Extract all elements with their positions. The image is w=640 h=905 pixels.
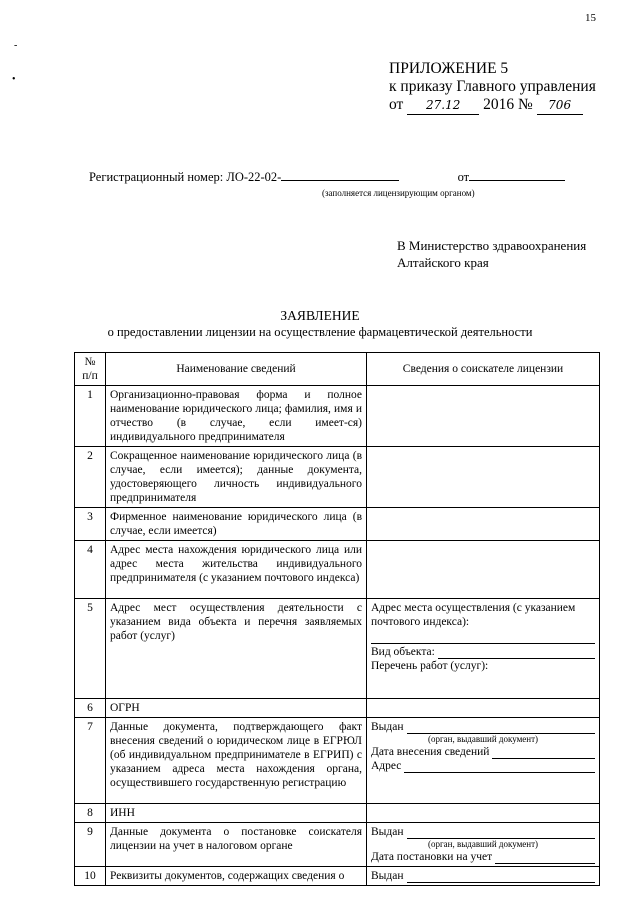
row-info-cell[interactable] xyxy=(367,718,600,804)
appendix-year: 2016 № xyxy=(483,96,533,113)
date-line[interactable] xyxy=(495,852,595,864)
row-info-cell[interactable] xyxy=(367,447,600,508)
registration-line xyxy=(89,170,609,185)
addressee-line1: В Министерство здравоохранения xyxy=(397,238,587,253)
row-num: 3 xyxy=(75,508,106,541)
margin-mark: - xyxy=(14,40,18,51)
row-info-cell[interactable] xyxy=(367,699,600,718)
margin-mark: • xyxy=(12,74,16,85)
table-row xyxy=(75,804,600,823)
row-info-cell[interactable] xyxy=(367,599,600,699)
table-row xyxy=(75,823,600,867)
row-name: ИНН xyxy=(106,804,367,823)
row-info-cell[interactable] xyxy=(367,867,600,886)
header-name: Наименование сведений xyxy=(106,353,367,386)
issued-label: Выдан xyxy=(371,721,404,733)
handwritten-number: 706 xyxy=(537,96,583,115)
appendix-from-label: от xyxy=(389,96,404,113)
addressee xyxy=(397,237,586,271)
info-object-line[interactable] xyxy=(438,647,595,659)
address-label: Адрес xyxy=(371,760,402,772)
appendix-title: ПРИЛОЖЕНИЕ 5 xyxy=(389,60,509,77)
table-row xyxy=(75,867,600,886)
table-row xyxy=(75,447,600,508)
info-address-label: Адрес места осуществления (с указанием почтового индекса): xyxy=(371,602,576,628)
document-title: ЗАЯВЛЕНИЕ xyxy=(280,308,360,323)
header-num: № п/п xyxy=(75,353,106,386)
table-row xyxy=(75,386,600,447)
table-row xyxy=(75,599,600,699)
row-num: 4 xyxy=(75,541,106,599)
row-info-cell[interactable] xyxy=(367,823,600,867)
appendix-block xyxy=(389,60,596,115)
row-name: Организационно-правовая форма и полное наименование юридического лица; фамилия, имя и отчество (в случае, если имеет-ся) индивидуального предпринимателя xyxy=(106,386,367,447)
row-name: Сокращенное наименование юридического лица (в случае, если имеется); данные документа, удостоверяющего личность индивидуального предпринимателя xyxy=(106,447,367,508)
issued-label: Выдан xyxy=(371,870,404,882)
row-info-cell[interactable] xyxy=(367,508,600,541)
page-number: 15 xyxy=(585,12,596,24)
registration-label: Регистрационный номер: ЛО-22-02- xyxy=(89,170,282,184)
row-name: Адрес места нахождения юридического лица или адрес места жительства индивидуального предпринимателя (с указанием почтового индекса) xyxy=(106,541,367,599)
row-num: 7 xyxy=(75,718,106,804)
document-subtitle: о предоставлении лицензии на осуществление фармацевтической деятельности xyxy=(107,325,533,339)
application-table xyxy=(74,352,600,886)
issued-label: Выдан xyxy=(371,826,404,838)
issued-line[interactable] xyxy=(407,871,595,883)
row-name: ОГРН xyxy=(106,699,367,718)
table-row xyxy=(75,718,600,804)
row-name: Данные документа, подтверждающего факт внесения сведений о юридическом лице в ЕГРЮЛ (об индивидуальном предпринимателе в ЕГРИП) с указанием адреса места нахождения органа, осуществившего государственную регистрацию xyxy=(106,718,367,804)
row-num: 1 xyxy=(75,386,106,447)
info-address-line[interactable] xyxy=(371,629,595,644)
header-info: Сведения о соискателе лицензии xyxy=(367,353,600,386)
issued-line[interactable] xyxy=(407,722,595,734)
date-label: Дата постановки на учет xyxy=(371,851,493,863)
row-name: Фирменное наименование юридического лица (в случае, если имеется) xyxy=(106,508,367,541)
row-name: Адрес мест осуществления деятельности с указанием вида объекта и перечня заявляемых работ (услуг) xyxy=(106,599,367,699)
row-num: 2 xyxy=(75,447,106,508)
date-line[interactable] xyxy=(492,747,595,759)
issued-line[interactable] xyxy=(407,827,595,839)
row-num: 9 xyxy=(75,823,106,867)
registration-from-label: от xyxy=(457,170,470,184)
addressee-line2: Алтайского края xyxy=(397,255,489,270)
address-line[interactable] xyxy=(404,761,595,773)
info-object-label: Вид объекта: xyxy=(371,646,435,658)
table-row xyxy=(75,541,600,599)
row-num: 6 xyxy=(75,699,106,718)
handwritten-date: 27.12 xyxy=(407,96,479,115)
info-works-label: Перечень работ (услуг): xyxy=(371,660,489,672)
appendix-date-line xyxy=(389,96,596,115)
table-header xyxy=(75,353,600,386)
row-name: Реквизиты документов, содержащих сведения о xyxy=(106,867,367,886)
issued-note: (орган, выдавший документ) xyxy=(427,839,539,849)
row-num: 8 xyxy=(75,804,106,823)
row-info-cell[interactable] xyxy=(367,804,600,823)
appendix-order: к приказу Главного управления xyxy=(389,78,596,95)
date-label: Дата внесения сведений xyxy=(371,746,490,758)
table-row xyxy=(75,508,600,541)
table-row xyxy=(75,699,600,718)
registration-number-field[interactable] xyxy=(281,180,399,181)
registration-date-field[interactable] xyxy=(469,180,565,181)
registration-note: (заполняется лицензирующим органом) xyxy=(322,188,475,198)
row-name: Данные документа о постановке соискателя лицензии на учет в налоговом органе xyxy=(106,823,367,867)
row-num: 10 xyxy=(75,867,106,886)
issued-note: (орган, выдавший документ) xyxy=(427,734,539,744)
row-num: 5 xyxy=(75,599,106,699)
row-info-cell[interactable] xyxy=(367,386,600,447)
row-info-cell[interactable] xyxy=(367,541,600,599)
